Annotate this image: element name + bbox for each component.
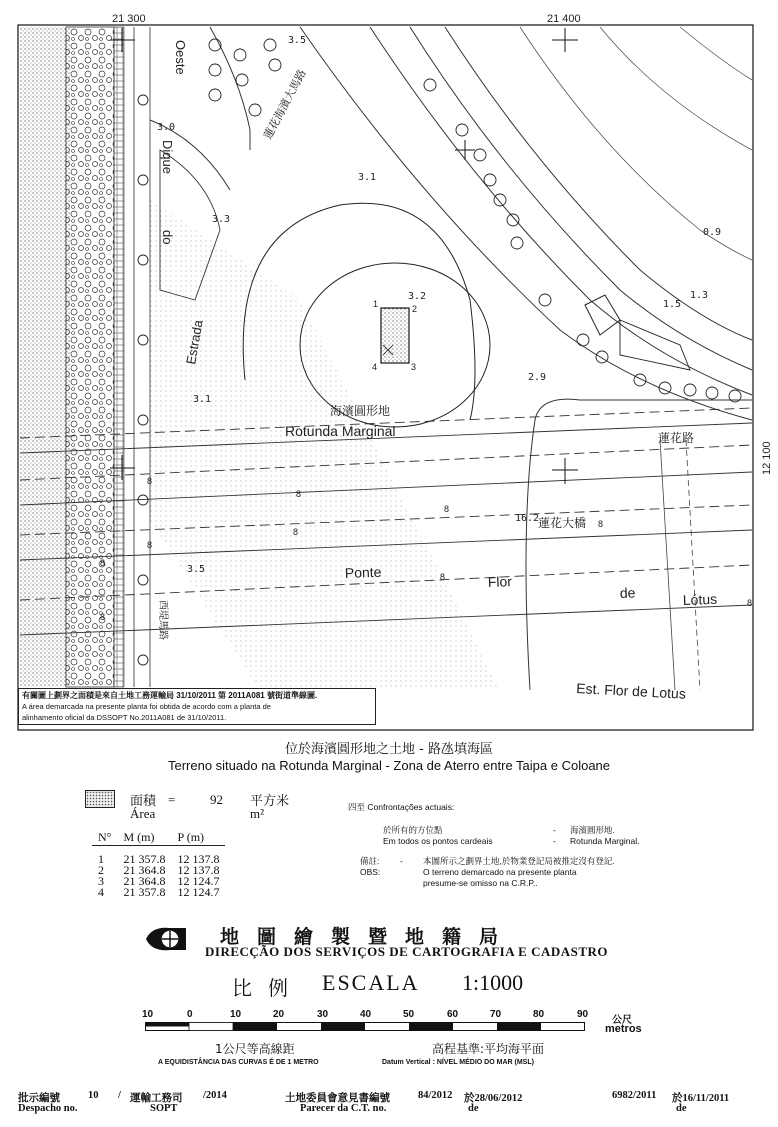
- reference-date: 於16/11/2011: [672, 1093, 730, 1104]
- svg-text:8: 8: [747, 598, 753, 608]
- scale-tick-label: 70: [490, 1009, 502, 1020]
- parecer-de: de: [468, 1103, 479, 1114]
- bridge-ponte: Ponte: [344, 563, 382, 581]
- footer-sep: /: [118, 1090, 121, 1101]
- road-zh-lianhua: 蓮花路: [658, 431, 695, 445]
- rotunda-pt: Rotunda Marginal: [285, 423, 396, 439]
- svg-text:8: 8: [100, 612, 106, 622]
- scale-tick-label: 80: [533, 1009, 545, 1020]
- point-m: 21 364.8: [123, 863, 166, 877]
- scale-tick-label: 50: [403, 1009, 415, 1020]
- scale-label-pt: ESCALA: [322, 970, 420, 995]
- area-unit-pt: m²: [250, 806, 265, 821]
- svg-text:8: 8: [598, 519, 604, 529]
- point-no: 2: [98, 863, 104, 877]
- footer-year: /2014: [203, 1090, 227, 1101]
- note-label-pt: OBS:: [360, 867, 381, 877]
- parecer-date: 於28/06/2012: [464, 1093, 523, 1104]
- notice-line-zh: 有關圖上劃界之面積是來自土地工務運輸局 31/10/2011 第 2011A081 號街道準線圖.: [22, 691, 318, 700]
- scale-tick-label: 10: [142, 1009, 154, 1020]
- sopt-zh: 運輸工務司: [130, 1093, 183, 1104]
- area-label-zh: 面積: [130, 794, 157, 809]
- elev-3-1b: 3.1: [193, 394, 212, 405]
- svg-text:8: 8: [293, 527, 299, 537]
- elev-1-5: 1.5: [663, 299, 682, 310]
- street-zh-haibin: 蓮花海濱大馬路: [262, 67, 309, 142]
- scale-unit-zh: 公尺: [612, 1015, 632, 1026]
- parecer-zh: 土地委員會意見書編號: [285, 1093, 390, 1104]
- hatched-curb: [114, 27, 124, 687]
- scale-tick-label: 60: [447, 1009, 459, 1020]
- elev-16-2: 16.2: [515, 513, 540, 524]
- area-unit-zh: 平方米: [250, 794, 290, 809]
- svg-text:8: 8: [296, 489, 302, 499]
- dotted-zone: [150, 200, 500, 690]
- parcel[interactable]: [381, 308, 409, 363]
- table-row: [92, 887, 225, 898]
- confront-title: 四至 Confrontações actuais:: [348, 802, 455, 812]
- confront-left-zh: 於所有的方位點: [383, 825, 443, 835]
- agency-name-zh: 地圖繪製暨地籍局: [220, 926, 517, 948]
- elev-3-5b: 3.5: [187, 564, 206, 575]
- bridge-flor: Flor: [487, 573, 513, 590]
- col-header-m: M (m): [117, 832, 171, 846]
- point-p: 12 124.7: [177, 885, 220, 899]
- svg-text:8: 8: [444, 504, 450, 514]
- scale-tick-label: 90: [577, 1009, 589, 1020]
- note-dash: -: [400, 856, 403, 866]
- elev-3-1a: 3.1: [358, 172, 377, 183]
- scale-tick-label: 0: [187, 1009, 193, 1020]
- svg-text:8: 8: [147, 476, 153, 486]
- scale-tick-label: 40: [360, 1009, 372, 1020]
- title-zh: 位於海濱圓形地之土地 - 路氹填海區: [285, 742, 493, 757]
- grid-label-y: 12 100: [761, 441, 773, 475]
- stone-wall: [66, 27, 114, 687]
- parcel-point-2: 2: [412, 304, 418, 314]
- point-p: 12 137.8: [177, 863, 220, 877]
- point-m: 21 364.8: [123, 874, 166, 888]
- scale-tick-label: 10: [230, 1009, 242, 1020]
- svg-text:21 400: 21 400: [547, 13, 581, 25]
- confront-dash-2: -: [553, 836, 556, 846]
- scale-unit-pt: metros: [605, 1023, 642, 1035]
- svg-text:8: 8: [440, 572, 446, 582]
- contour-zh: 1公尺等高線距: [215, 1042, 295, 1056]
- confront-right-zh: 海濱圓形地.: [570, 825, 615, 835]
- grid-label-x-right: [547, 13, 581, 25]
- confront-right-pt: Rotunda Marginal.: [570, 836, 640, 846]
- reference-no: 6982/2011: [612, 1090, 657, 1101]
- title-pt: Terreno situado na Rotunda Marginal - Zona de Aterro entre Taipa e Coloane: [167, 758, 611, 773]
- notice-line-pt-1: A área demarcada na presente planta foi obtida de acordo com a planta de: [22, 702, 271, 711]
- area-value: 92: [210, 792, 223, 807]
- col-header-p: P (m): [171, 832, 225, 846]
- dscc-logo: [142, 924, 190, 954]
- point-no: 3: [98, 874, 104, 888]
- point-p: 12 124.7: [177, 874, 220, 888]
- parcel-point-1: 1: [373, 299, 379, 309]
- rotunda-zh: 海濱圓形地: [330, 404, 391, 418]
- elev-3-3: 3.3: [212, 214, 231, 225]
- contour-pt: A EQUIDISTÂNCIA DAS CURVAS É DE 1 METRO: [158, 1059, 319, 1066]
- street-estrada: Estrada: [183, 318, 206, 366]
- parecer-no: 84/2012: [418, 1090, 453, 1101]
- elev-3-2: 3.2: [408, 291, 427, 302]
- svg-text:8: 8: [100, 558, 106, 568]
- elev-1-3: 1.3: [690, 290, 709, 301]
- bridge-de: de: [619, 584, 636, 601]
- point-m: 21 357.8: [123, 885, 166, 899]
- confront-dash: -: [553, 825, 556, 835]
- despacho-zh: 批示編號: [18, 1093, 60, 1104]
- point-m: 21 357.8: [123, 852, 166, 866]
- parcel-point-4: 4: [372, 362, 378, 372]
- bridge-lotus: Lótus: [682, 590, 718, 608]
- point-p: 12 137.8: [177, 852, 220, 866]
- note-pt-1: O terreno demarcado na presente planta: [423, 867, 577, 877]
- source-notice: [18, 688, 376, 725]
- street-dique: Dique: [160, 140, 175, 174]
- note-zh: 本圖所示之劃界土地,於物業登記局被推定沒有登記.: [423, 856, 615, 866]
- street-zh-xidi: 西堤馬路: [157, 600, 168, 640]
- svg-text:8: 8: [147, 540, 153, 550]
- notice-line-pt-2: alinhamento oficial da DSSOPT No.2011A081 de 31/10/2011.: [22, 713, 227, 722]
- parecer-pt: Parecer da C.T. no.: [300, 1103, 387, 1114]
- elev-2-9: 2.9: [528, 372, 547, 383]
- scale-label-zh: 比例: [232, 976, 304, 1000]
- point-no: 4: [98, 885, 104, 899]
- datum-zh: 高程基準:平均海平面: [432, 1042, 545, 1056]
- street-do: do: [160, 230, 175, 245]
- scale-tick-label: 20: [273, 1009, 285, 1020]
- est-flor-de-lotus: Est. Flor de Lotus: [575, 680, 687, 702]
- elev-3-0: 3.0: [157, 122, 176, 133]
- elev-0-9: 0.9: [703, 227, 722, 238]
- area-equals: =: [168, 792, 176, 807]
- scale-bar-labels: [0, 1009, 778, 1023]
- note-pt-2: presume-se omisso na C.R.P..: [423, 878, 538, 888]
- svg-text:21 300: 21 300: [112, 13, 146, 25]
- despacho-no: 10: [88, 1090, 99, 1101]
- area-legend-swatch: [85, 790, 115, 808]
- sopt-pt: SOPT: [150, 1103, 178, 1114]
- reference-de: de: [676, 1103, 687, 1114]
- elev-3-5-top: 3.5: [288, 35, 307, 46]
- coordinates-table: [92, 832, 225, 898]
- grid-label-x-left: [112, 13, 146, 25]
- bridge-zh: 蓮花大橋: [538, 516, 587, 530]
- dotted-strip: [20, 27, 70, 687]
- street-oeste: Oeste: [173, 40, 188, 75]
- note-label-zh: 備註:: [360, 856, 380, 866]
- datum-pt: Datum Vertical : NÍVEL MÉDIO DO MAR (MSL): [382, 1059, 534, 1066]
- col-header-no: N°: [92, 832, 117, 846]
- scale-value: 1:1000: [462, 970, 524, 995]
- point-no: 1: [98, 852, 104, 866]
- parcel-point-3: 3: [411, 362, 417, 372]
- despacho-pt: Despacho no.: [18, 1103, 78, 1114]
- area-label-pt: Área: [130, 806, 156, 821]
- confront-left-pt: Em todos os pontos cardeais: [383, 836, 493, 846]
- scale-tick-label: 30: [317, 1009, 329, 1020]
- agency-name-pt: DIRECÇÃO DOS SERVIÇOS DE CARTOGRAFIA E CADASTRO: [205, 944, 609, 959]
- scale-bar: [145, 1022, 585, 1032]
